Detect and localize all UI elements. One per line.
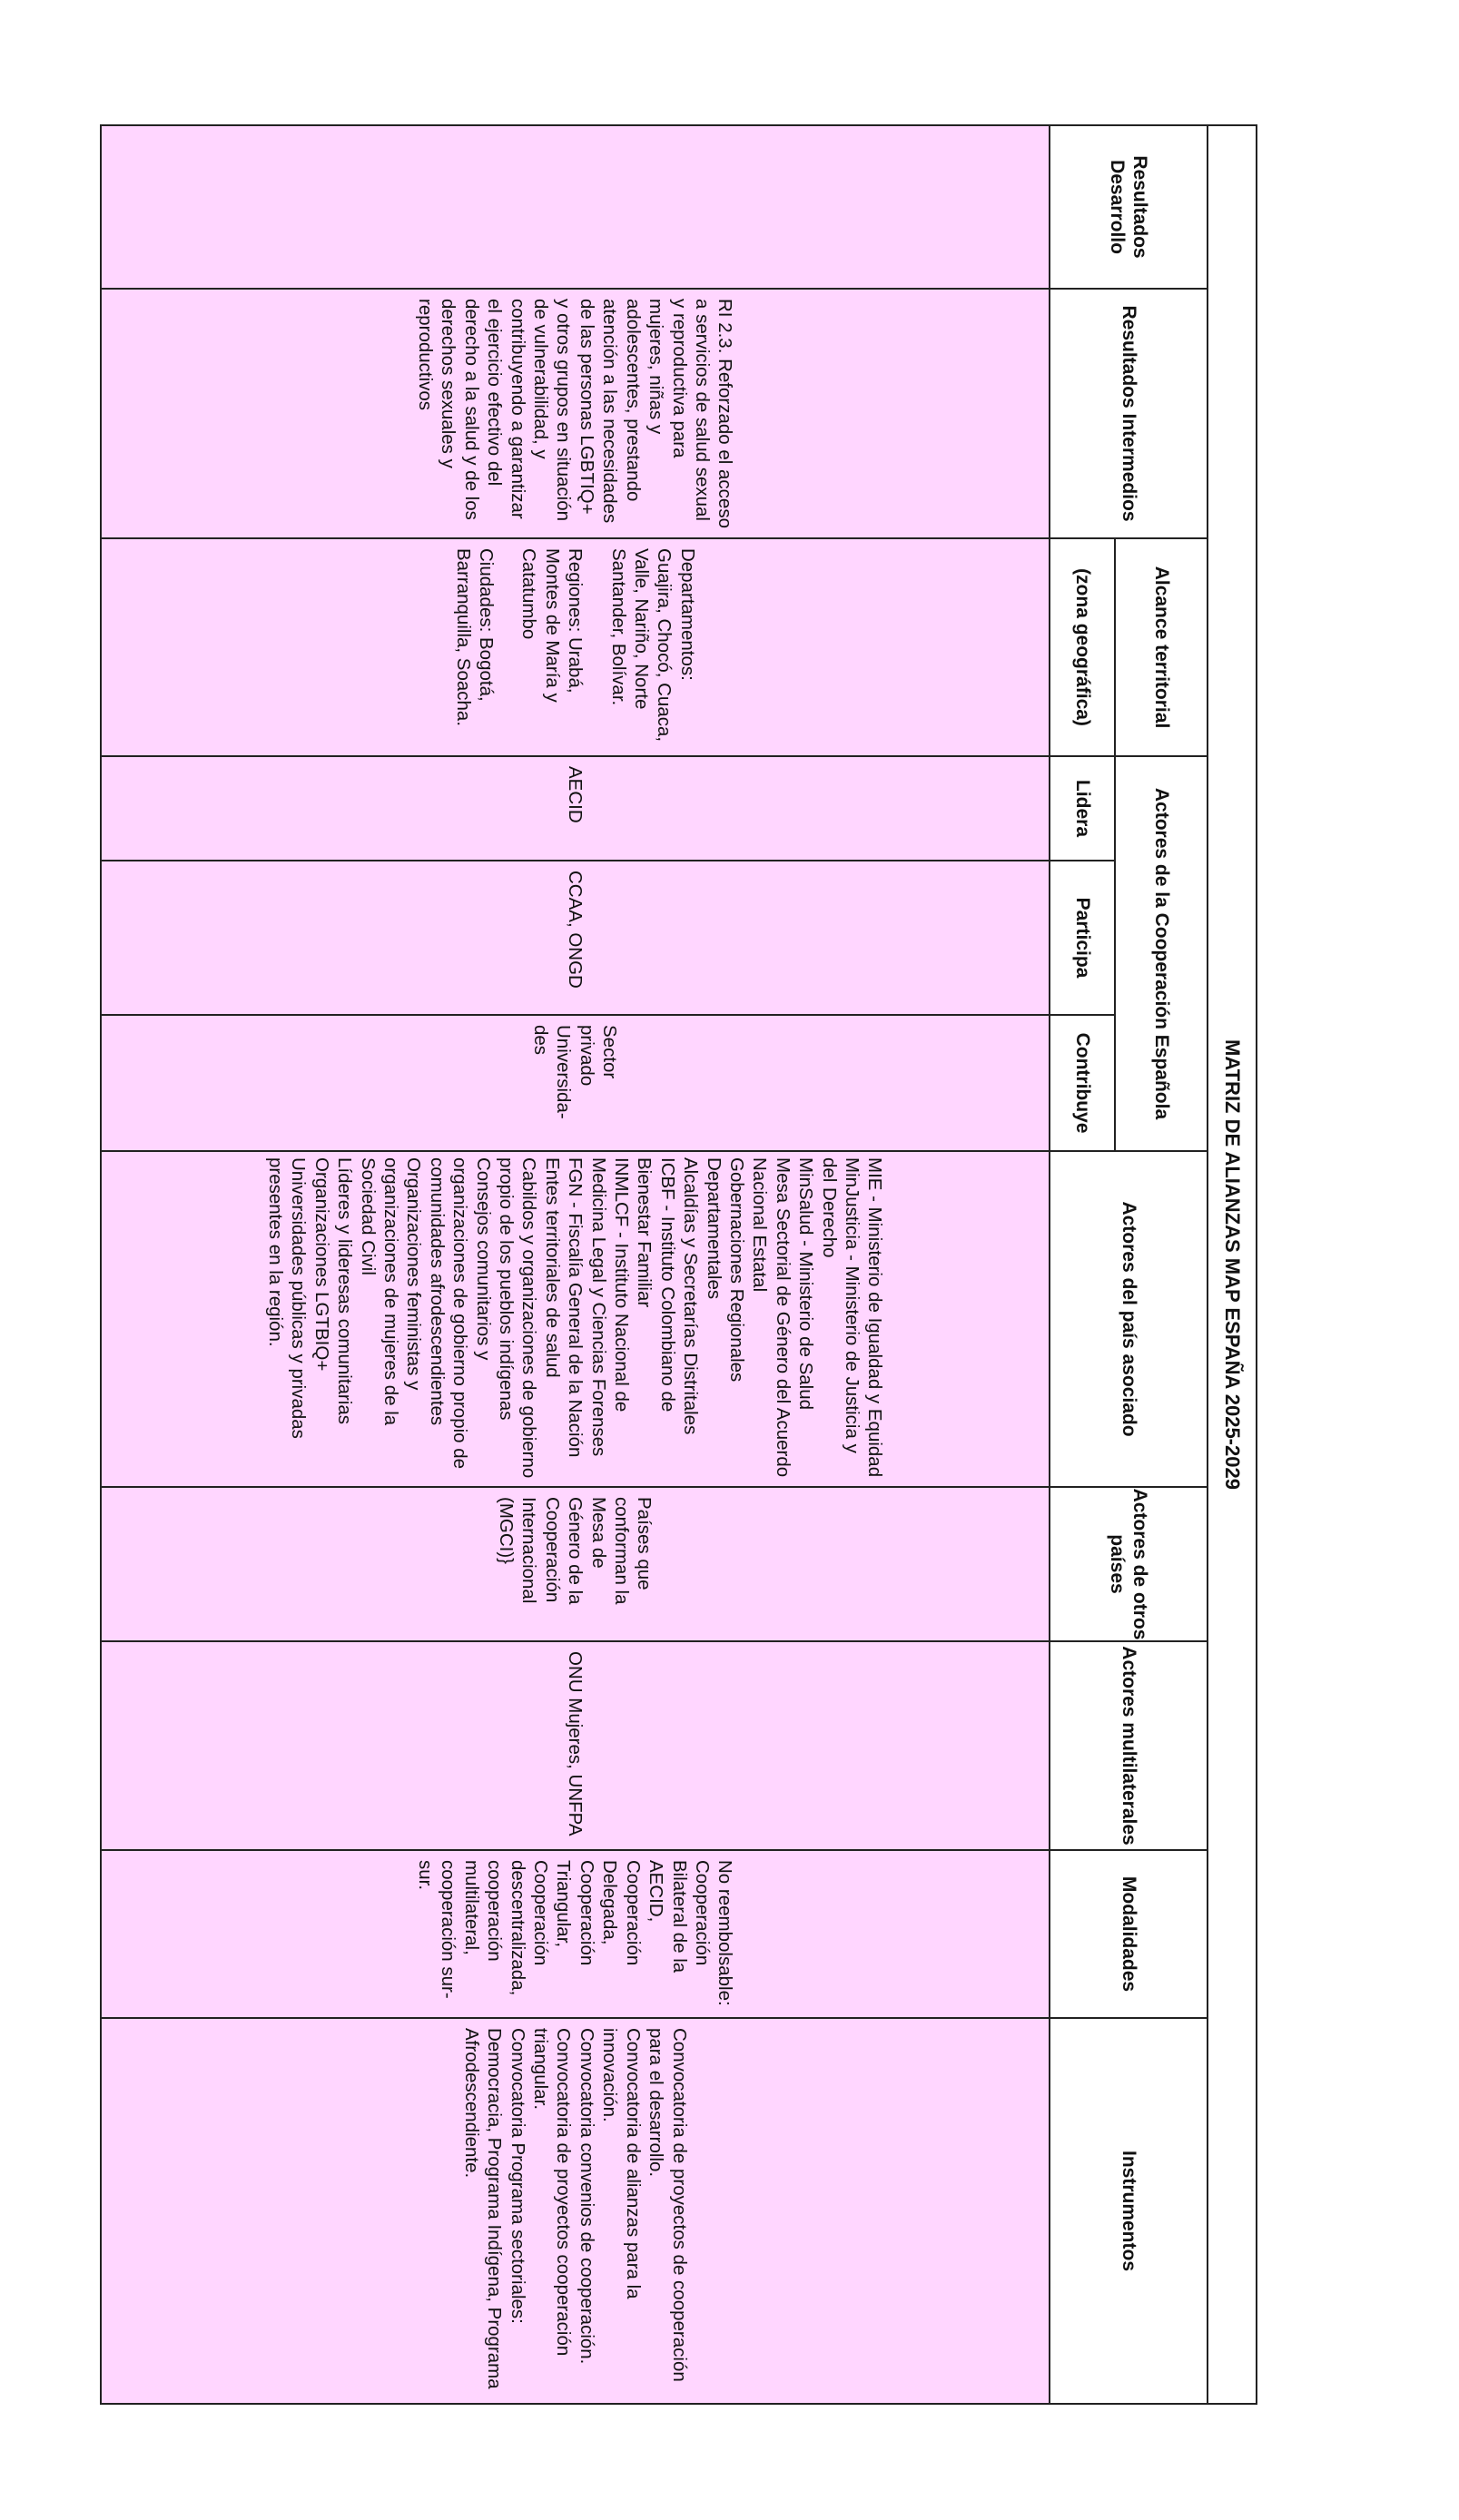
cell-lidera (101, 756, 1050, 861)
header-resultados-intermedios: Resultados Intermedios (1050, 289, 1208, 538)
cell-actores-otros-paises (101, 1487, 1050, 1641)
actor-pais-item: INMLCF - Instituto Nacional de Medicina Legal y Ciencias Forenses (587, 1157, 633, 1457)
rotated-matrix-sheet (100, 124, 1257, 2403)
header-actores-pais-asociado: Actores del país asociado (1050, 1151, 1208, 1487)
header-lidera: Lidera (1050, 756, 1115, 861)
instrumento-item: Convocatoria de proyectos cooperación triangular. (530, 2028, 575, 2357)
actor-pais-item: FGN - Fiscalía General de la Nación (565, 1157, 587, 1458)
header-instrumentos: Instrumentos (1050, 2018, 1208, 2404)
actor-pais-item: Organizaciones feministas y organizaciones de mujeres de la Sociedad Civil (357, 1157, 425, 1426)
actor-pais-item: MinSalud - Ministerio de Salud (795, 1157, 817, 1411)
instrumento-item: Convocatoria Programa sectoriales: Democracia, Programa Indígena, Programa Afrodescendiente. (460, 2028, 528, 2389)
cell-instrumentos (101, 2018, 1050, 2404)
actor-pais-item: MinJusticia - Ministerio de Justicia y del Derecho (818, 1157, 863, 1453)
header-participa: Participa (1050, 861, 1115, 1015)
header-actores-otros-paises: Actores de otros países (1050, 1487, 1208, 1641)
actores-otros-paises-text: Países que conforman la Mesa de Género de la Cooperación Internacional (MGCI)} (495, 1497, 656, 1605)
header-alcance-territorial: Alcance territorial (1115, 538, 1208, 756)
actor-pais-item: Líderes y lideresas comunitarias (334, 1157, 356, 1424)
instrumento-item: Convocatoria convenios de cooperación. (576, 2028, 597, 2365)
header-contribuye: Contribuye (1050, 1015, 1115, 1151)
alcance-spacer (498, 548, 518, 746)
header-actores-multilaterales: Actores multilaterales (1050, 1641, 1208, 1850)
cell-resultados-desarrollo (101, 125, 1050, 289)
matrix-title: MATRIZ DE ALIANZAS MAP ESPAÑA 2025-2029 (1208, 125, 1257, 2404)
alcance-regiones: Regiones: Urabá, Montes de María y Catatumbo (518, 548, 587, 703)
cell-actores-multilaterales (101, 1641, 1050, 1850)
actor-pais-item: Alcaldías y Secretarías Distritales (680, 1157, 702, 1435)
actor-pais-item: Entes territoriales de salud (541, 1157, 563, 1378)
cell-participa (101, 861, 1050, 1015)
header-actores-cooperacion: Actores de la Cooperación Española (1115, 756, 1208, 1151)
header-zona-geografica: (zona geográfica) (1050, 538, 1115, 756)
alcance-departamentos: Departamentos: Guajira, Chocó, Cuaca, Valle, Nariño, Norte Santander, Bolívar. (607, 548, 698, 743)
actor-pais-item: Gobernaciones Regionales Departamentales (703, 1157, 748, 1383)
participa-text: CCAA, ONGD (565, 871, 587, 989)
alcance-ciudades: Ciudades: Bogotá, Barranquilla, Soacha. (452, 548, 497, 727)
actores-multilaterales-text: ONU Mujeres, UNFPA (565, 1651, 587, 1836)
contribuye-text: Sector privado Universida-des (530, 1025, 621, 1119)
instrumento-item: Convocatoria de alianzas para la innovación. (599, 2028, 644, 2299)
actor-pais-item: Mesa Sectorial de Género del Acuerdo Nacional Estatal (749, 1157, 794, 1478)
cell-resultados-intermedios (101, 289, 1050, 538)
header-modalidades: Modalidades (1050, 1850, 1208, 2018)
actor-pais-item: Consejos comunitarios y organizaciones de gobierno propio de comunidades afrodescendientes (426, 1157, 494, 1470)
actor-pais-item: ICBF - Instituto Colombiano de Bienestar Familiar (634, 1157, 678, 1413)
instrumento-item: Convocatoria de proyectos de cooperación para el desarrollo. (646, 2028, 690, 2382)
resultados-desarrollo-text (570, 126, 581, 288)
lidera-text: AECID (565, 766, 587, 823)
cell-modalidades (101, 1850, 1050, 2018)
resultados-intermedios-text: RI 2.3. Reforzado el acceso a servicios de salud sexual y reproductiva para mujeres, niñas y adolescentes, prestando atención a las necesidades de las personas LGBTIQ+ y otros grupos en situación de vulnerabilidad, y contribuyendo a garantizar el ejercicio efectivo del derecho a la salud y de los derechos sexuales y reproductivos (415, 299, 736, 528)
cell-actores-pais-asociado (101, 1151, 1050, 1487)
alcance-spacer (587, 548, 606, 746)
actor-pais-item: MIE - Ministerio de Igualdad y Equidad (864, 1157, 886, 1478)
cell-alcance-territorial (101, 538, 1050, 756)
header-resultados-desarrollo: Resultados Desarrollo (1050, 125, 1208, 289)
cell-contribuye (101, 1015, 1050, 1151)
modalidades-text: No reembolsable: Cooperación Bilateral de la AECID, Cooperación Delegada, Cooperación Triangular, Cooperación descentralizada, cooperación multilateral, cooperación sur-sur. (415, 1860, 736, 2006)
actor-pais-item: Cabildos y organizaciones de gobierno propio de los pueblos indígenas (495, 1157, 540, 1479)
actor-pais-item: Universidades públicas y privadas presentes en la región. (264, 1157, 310, 1439)
actor-pais-item: Organizaciones LGTBIQ+ (311, 1157, 332, 1372)
alliance-matrix-table (100, 124, 1257, 2405)
